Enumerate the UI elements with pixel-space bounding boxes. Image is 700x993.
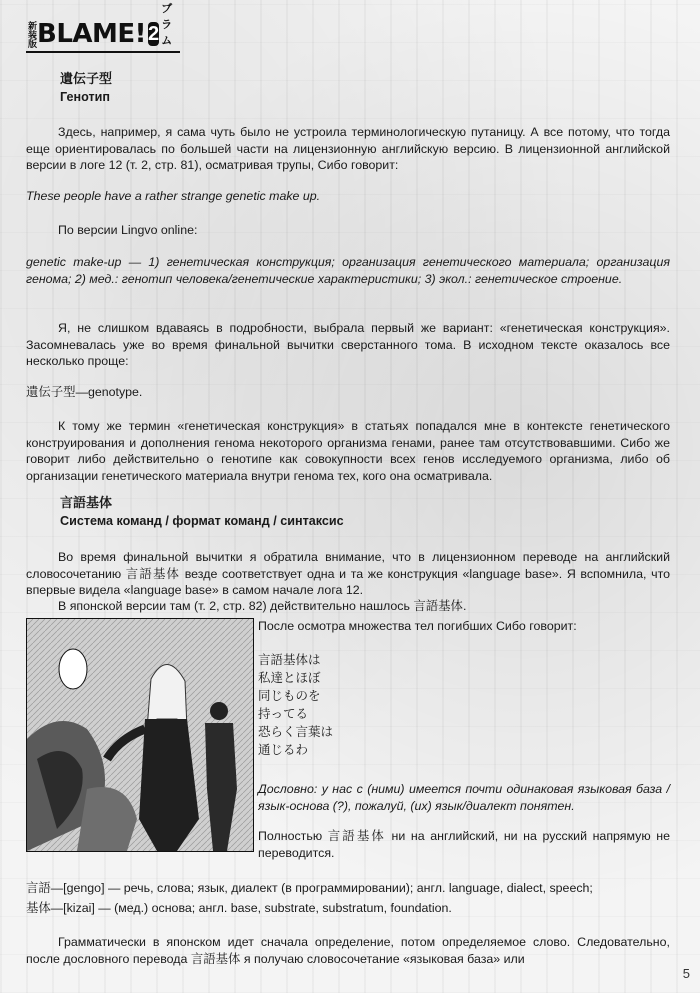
blame-logo xyxy=(26,3,180,50)
logo-kana: ブラム xyxy=(161,3,173,47)
lingvo-label: По версии Lingvo online: xyxy=(58,223,198,237)
section2-paragraph-4 xyxy=(258,828,670,861)
text-span: Грамматически в японском идет сначала определение, потом определяемое слово. Следовательно, после дословного перевода xyxy=(26,935,670,966)
section2-title-jp: 言語基体 xyxy=(60,496,113,511)
paragraph-text: Здесь, например, я сама чуть было не устроила терминологическую путаницу. А все потому, что тогда еще ориентировалась по большей части на лицензионную английскую версию. В лицензионной английской версии в логе 12 (т. 2, стр. 81), осматривая трупы, Сибо говорит: xyxy=(26,125,670,172)
text-span: Полностью xyxy=(258,829,328,843)
text-span: —[gengo] — речь, слова; язык, диалект (в программировании); англ. language, dialect, speech; xyxy=(50,881,593,895)
section1-paragraph-2: Я, не слишком вдаваясь в подробности, выбрала первый же вариант: «генетическая конструкция». Засомневалась уже во время финальной вычитки сверстанного тома. В исходном тексте оказалось все несколько проще: xyxy=(26,321,670,368)
section2-paragraph-1 xyxy=(26,549,670,599)
page-number: 5 xyxy=(682,966,690,981)
logo-sub: 新装版 xyxy=(26,20,36,48)
text-span: Во время финальной вычитки я обратила внимание, что в лицензионном переводе на английский словосочетанию xyxy=(26,550,670,581)
logo-volume: 2 xyxy=(148,23,160,45)
jp-term: 言語基体 xyxy=(413,598,463,613)
literal-translation: Дословно: у нас с (ними) имеется почти одинаковая языковая база / язык-основа (?), пожалуй, (их) язык/диалект понятен. xyxy=(258,782,670,813)
jp-term: 言語基体 xyxy=(190,950,241,966)
text-span: . xyxy=(462,599,467,613)
genotype-en: —genotype. xyxy=(75,385,143,399)
jp-line: 同じものを xyxy=(258,688,321,703)
jp-term: 言語 xyxy=(26,880,51,895)
japanese-quote xyxy=(258,651,670,759)
logo-underline xyxy=(26,51,180,53)
jp-line: 私達とほぼ xyxy=(258,670,321,685)
section1-heading xyxy=(60,72,670,105)
jp-term: 基体 xyxy=(26,900,51,915)
genotype-line xyxy=(26,384,670,401)
jp-line: 通じるわ xyxy=(258,742,309,757)
text-span: В японской версии там (т. 2, стр. 82) действительно нашлось xyxy=(58,599,414,613)
text-span: ни на английский, ни на русский напрямую не переводится. xyxy=(258,829,670,860)
section1-paragraph-3: К тому же термин «генетическая конструкция» в статьях попадался мне в контексте генетического конструирования и дополнения генома некоторого организма генами, ранее там отсутствовавшими. Сибо же говорит либо действительно о генотипе как совокупности всех генов исследуемого организма, либо об организации генетического материала внутри генома тех, кого она осматривала. xyxy=(26,419,670,483)
manga-panel-image xyxy=(26,618,254,852)
text-span: я получаю словосочетание «языковая база» или xyxy=(240,951,525,966)
kizai-definition xyxy=(26,900,670,917)
logo-main: BLAME! xyxy=(37,19,146,49)
section2-title-ru: Система команд / формат команд / синтаксис xyxy=(60,513,344,528)
jp-line: 言語基体は xyxy=(258,652,321,667)
genotype-jp: 遺伝子型 xyxy=(26,384,76,399)
section1-title-ru: Генотип xyxy=(60,89,111,104)
section2-paragraph-2 xyxy=(58,598,670,615)
jp-term: 言語基体 xyxy=(327,828,386,843)
jp-line: 持ってる xyxy=(258,706,309,721)
section2-heading xyxy=(60,496,670,529)
english-quote: These people have a rather strange genetic make up. xyxy=(26,189,321,203)
text-span: —[kizai] — (мед.) основа; англ. base, substrate, substratum, foundation. xyxy=(50,901,452,915)
section2-paragraph-5 xyxy=(26,934,670,967)
text-span: везде соответствует одна и та же конструкция «language base». Я вспомнила, что впервые видела «language base» в самом начале лога 12. xyxy=(26,566,670,597)
lingvo-definition: genetic make-up — 1) генетическая конструкция; организация генетического материала; организация генома; 2) мед.: генотип человека/генетические характеристики; 3) экол.: генетическое строение. xyxy=(26,255,670,286)
gengo-definition xyxy=(26,880,670,897)
jp-term: 言語基体 xyxy=(125,565,181,581)
jp-line: 恐らく言葉は xyxy=(258,724,334,739)
section1-paragraph-1 xyxy=(26,124,670,174)
section2-paragraph-3: После осмотра множества тел погибших Сибо говорит: xyxy=(258,619,577,633)
section1-title-jp: 遺伝子型 xyxy=(60,72,113,87)
